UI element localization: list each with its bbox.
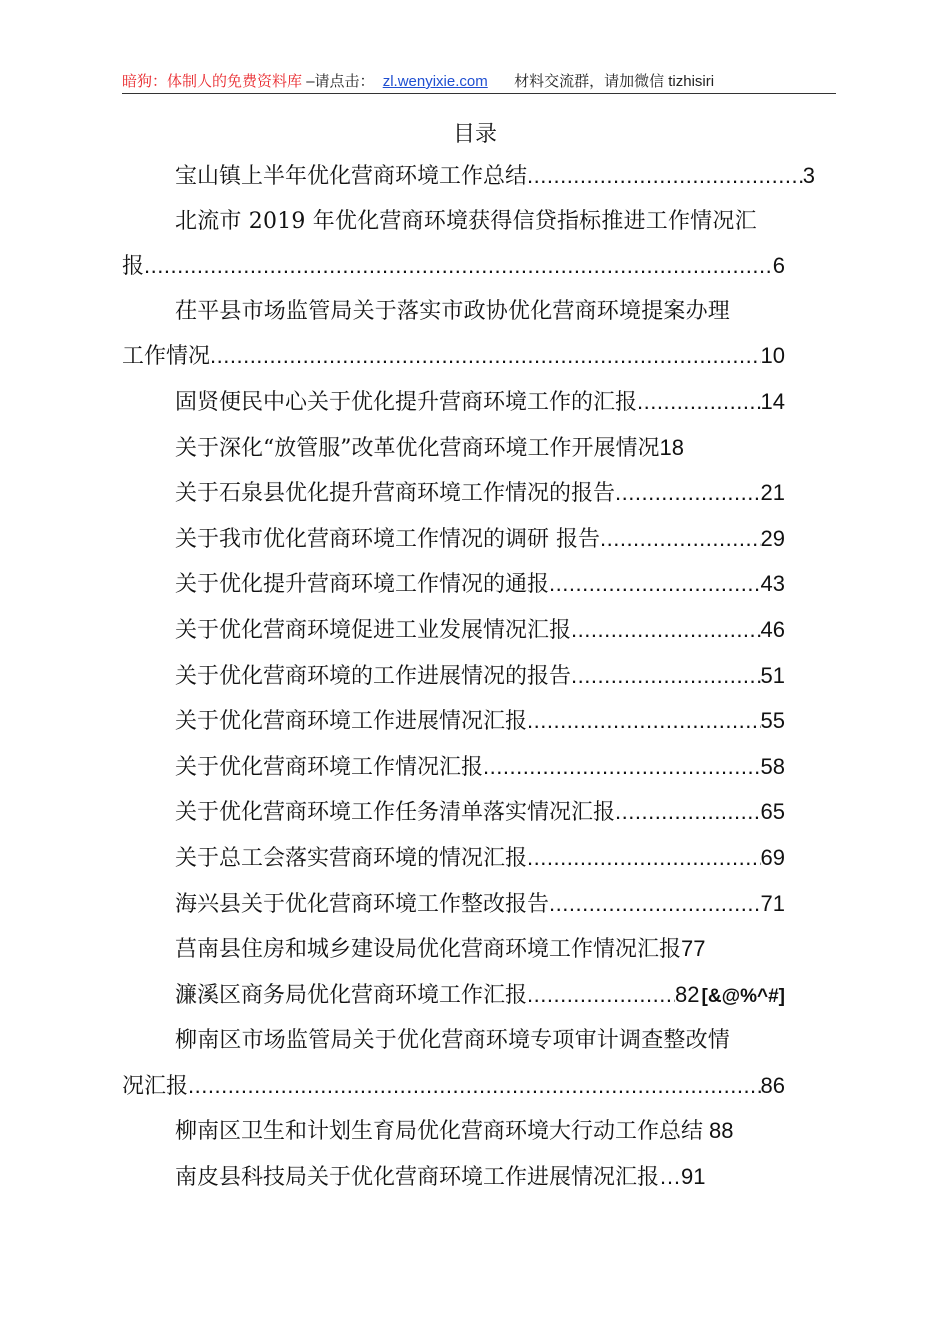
- toc-entry-title: 工作情况: [122, 344, 211, 370]
- toc-entry[interactable]: [122, 973, 836, 1020]
- toc-entry-title: 报: [122, 254, 145, 280]
- toc-entry-title: 关于优化营商环境工作进展情况汇报: [175, 709, 528, 735]
- header-link[interactable]: zl.wenyixie.com: [382, 73, 488, 90]
- toc-entry-page: 29: [760, 525, 785, 551]
- toc-entry-page: 69: [760, 844, 785, 870]
- toc-entry-page: 10: [760, 343, 785, 369]
- toc-entry[interactable]: [122, 1019, 836, 1109]
- toc-entry-title: 关于优化提升营商环境工作情况的通报: [175, 572, 550, 598]
- toc-entry[interactable]: [122, 471, 836, 517]
- toc-entry[interactable]: [122, 1109, 836, 1155]
- toc-entry-page: 43: [760, 571, 785, 597]
- toc-entry[interactable]: [122, 1155, 836, 1201]
- toc-entry-page: 21: [760, 480, 785, 506]
- toc-entry-title: 柳南区卫生和计划生育局优化营商环境大行动工作总结: [175, 1119, 704, 1145]
- toc-entry[interactable]: [122, 699, 836, 745]
- toc-entry-page: 51: [760, 662, 785, 688]
- toc-entry-page: 65: [760, 799, 785, 825]
- toc-entry-title: 濂溪区商务局优化营商环境工作汇报: [175, 982, 528, 1008]
- toc-entry-page: 58: [760, 753, 785, 779]
- toc-entry-title: 关于总工会落实营商环境的情况汇报: [175, 845, 528, 871]
- header-contact: 材料交流群，请加微信 tizhisiri: [514, 73, 715, 90]
- toc-entry-title: 关于石泉县优化提升营商环境工作情况的报告: [175, 481, 616, 507]
- toc-entry[interactable]: [122, 882, 836, 928]
- toc-entry-title: 关于我市优化营商环境工作情况的调研 报告: [175, 526, 600, 552]
- toc-entry-page: 18: [659, 434, 684, 460]
- toc-entry-title: 关于优化营商环境促进工业发展情况汇报: [175, 617, 572, 643]
- toc-entry[interactable]: [122, 154, 836, 200]
- header-prompt: –请点击：: [306, 73, 375, 90]
- toc-entry-title-line1: 北流市 2019 年优化营商环境获得信贷指标推进工作情况汇: [175, 208, 757, 234]
- toc-title: 目录: [452, 122, 497, 147]
- toc-entry-title: 固贤便民中心关于优化提升营商环境工作的汇报: [175, 389, 638, 415]
- toc-entry[interactable]: [122, 290, 836, 380]
- toc-entry-page: 77: [681, 936, 706, 962]
- toc-entry-page: 71: [760, 890, 785, 916]
- toc-entry[interactable]: [122, 608, 836, 654]
- toc-entry-page: 6: [772, 253, 785, 279]
- toc-entry[interactable]: [122, 562, 836, 608]
- toc-entry[interactable]: [122, 745, 836, 791]
- toc-entry-page: 3: [802, 163, 815, 188]
- toc-entry-page: 88: [709, 1118, 734, 1144]
- toc-entry-page: 14: [760, 388, 785, 414]
- toc-entry-page: 86: [760, 1072, 785, 1098]
- toc-entry-title: 关于优化营商环境工作情况汇报: [175, 754, 484, 780]
- toc-entry[interactable]: [122, 927, 836, 973]
- toc-entry-title: 况汇报: [122, 1073, 189, 1099]
- toc-entry-title: 关于优化营商环境工作任务清单落实情况汇报: [175, 800, 616, 826]
- toc-entry-page: 46: [760, 616, 785, 642]
- page-header: [122, 70, 836, 92]
- header-site-name: 暗狗：体制人的免费资料库: [122, 73, 303, 90]
- header-divider: [122, 93, 836, 94]
- toc-entry-title-line1: 茌平县市场监管局关于落实市政协优化营商环境提案办理: [175, 298, 731, 324]
- toc-entry-title: 南皮县科技局关于优化营商环境工作进展情况汇报: [175, 1165, 660, 1191]
- toc-entry[interactable]: [122, 200, 836, 290]
- toc-entry-page: 55: [760, 708, 785, 734]
- toc-entry[interactable]: [122, 836, 836, 882]
- toc-entry-title: 莒南县住房和城乡建设局优化营商环境工作情况汇报: [175, 937, 682, 963]
- table-of-contents: [122, 154, 836, 1201]
- toc-entry-ellipsis: …: [659, 1164, 682, 1190]
- toc-entry-title: 关于深化“放管服”改革优化营商环境工作开展情况: [175, 435, 660, 461]
- toc-entry-title: 关于优化营商环境的工作进展情况的报告: [175, 663, 572, 689]
- toc-entry[interactable]: [122, 380, 836, 426]
- toc-entry-extra-marks: [&@%^#]: [701, 985, 785, 1007]
- toc-entry[interactable]: [122, 517, 836, 563]
- toc-entry-title: 海兴县关于优化营商环境工作整改报告: [175, 891, 550, 917]
- toc-entry-title: 宝山镇上半年优化营商环境工作总结: [175, 164, 528, 189]
- toc-entry-page: 91: [681, 1164, 706, 1190]
- toc-entry[interactable]: [122, 654, 836, 700]
- toc-entry[interactable]: [122, 790, 836, 836]
- toc-entry[interactable]: [122, 426, 836, 472]
- toc-entry-title-line1: 柳南区市场监管局关于优化营商环境专项审计调查整改情: [175, 1028, 731, 1054]
- toc-entry-page: 82: [675, 981, 700, 1007]
